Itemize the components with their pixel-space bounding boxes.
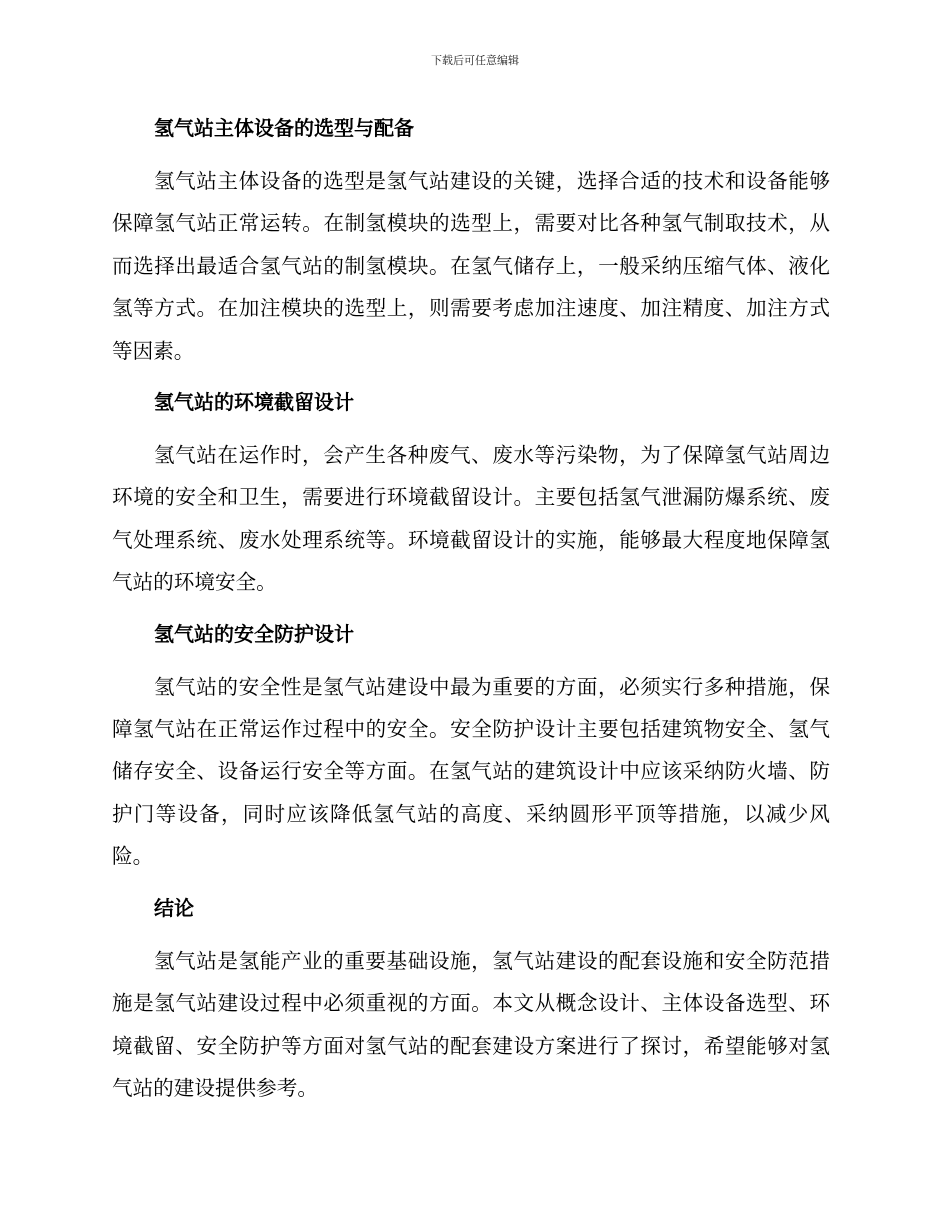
section-heading: 氢气站的环境截留设计: [154, 390, 354, 415]
section-heading: 结论: [154, 895, 194, 920]
section-conclusion: [112, 888, 830, 1110]
section-equipment-selection: [112, 108, 830, 372]
section-heading: 氢气站的安全防护设计: [154, 621, 354, 646]
section-paragraph: 氢气站在运作时，会产生各种废气、废水等污染物，为了保障氢气站周边环境的安全和卫生，需要进行环境截留设计。主要包括氢气泄漏防爆系统、废气处理系统、废水处理系统等。环境截留设计的实施，能够最大程度地保障氢气站的环境安全。: [112, 443, 830, 595]
page-header-note: 下载后可任意编辑: [431, 54, 519, 67]
document-body: [112, 108, 830, 1119]
section-paragraph: 氢气站主体设备的选型是氢气站建设的关键，选择合适的技术和设备能够保障氢气站正常运转。在制氢模块的选型上，需要对比各种氢气制取技术，从而选择出最适合氢气站的制氢模块。在氢气储存上，一般采纳压缩气体、液化氢等方式。在加注模块的选型上，则需要考虑加注速度、加注精度、加注方式等因素。: [112, 169, 830, 363]
section-safety-design: [112, 614, 830, 878]
section-environment-design: [112, 382, 830, 604]
section-paragraph: 氢气站的安全性是氢气站建设中最为重要的方面，必须实行多种措施，保障氢气站在正常运作过程中的安全。安全防护设计主要包括建筑物安全、氢气储存安全、设备运行安全等方面。在氢气站的建筑设计中应该采纳防火墙、防护门等设备，同时应该降低氢气站的高度、采纳圆形平顶等措施，以减少风险。: [112, 674, 830, 869]
section-heading: 氢气站主体设备的选型与配备: [154, 116, 414, 140]
section-paragraph: 氢气站是氢能产业的重要基础设施，氢气站建设的配套设施和安全防范措施是氢气站建设过程中必须重视的方面。本文从概念设计、主体设备选型、环境截留、安全防护等方面对氢气站的配套建设方案进行了探讨，希望能够对氢气站的建设提供参考。: [112, 948, 830, 1100]
